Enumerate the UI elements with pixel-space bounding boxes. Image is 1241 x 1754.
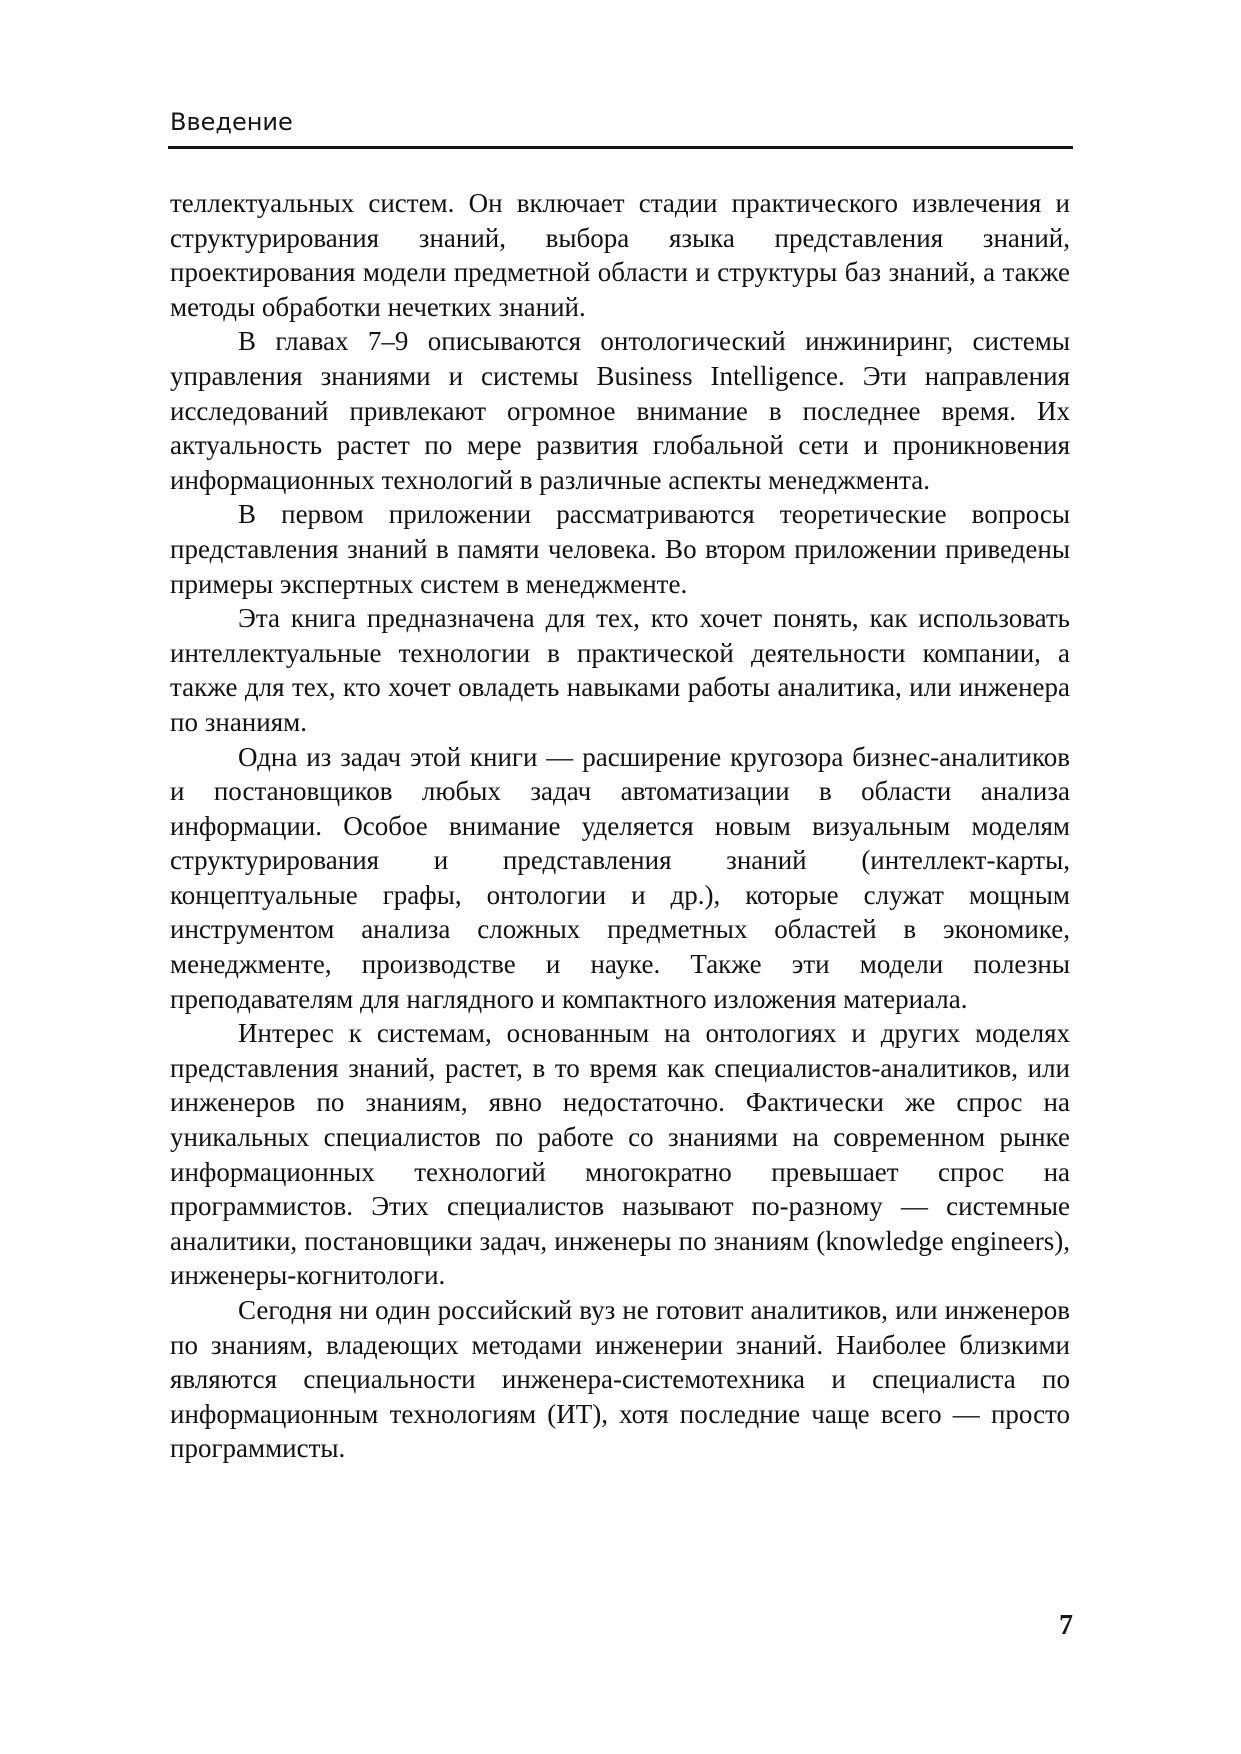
paragraph: Одна из задач этой книги — расширение кругозора бизнес-аналитиков и постановщиков любых задач автоматизации в области анализа информации. Особое внимание уделяется новым визуальным моделям структурирования и представления знаний (интеллект-карты, концептуальные графы, онтологии и др.), которые служат мощным инструментом анализа сложных предметных областей в экономике, менеджменте, производстве и науке. Также эти модели полезны преподавателям для наглядного и компактного изложения материала. [170,741,1070,1014]
running-head: Введение [170,108,293,136]
body-text [170,186,1070,1466]
paragraph: В первом приложении рассматриваются теоретические вопросы представления знаний в памяти человека. Во втором приложении приведены примеры экспертных систем в менеджменте. [170,499,1070,599]
page-number: 7 [1059,1610,1073,1641]
paragraph: теллектуальных систем. Он включает стадии практического извлечения и структурирования знаний, выбора языка представления знаний, проектирования модели предметной области и структуры баз знаний, а также методы обработки нечетких знаний. [170,188,1070,322]
paragraph: Интерес к системам, основанным на онтологиях и других моделях представления знаний, растет, в то время как специалистов-аналитиков, или инженеров по знаниям, явно недостаточно. Фактически же спрос на уникальных специалистов по работе со знаниями на современном рынке информационных технологий многократно превышает спрос на программистов. Этих специалистов называют по-разному — системные аналитики, постановщики задач, инженеры по знаниям (knowledge engineers), инженеры-когнитологи. [170,1018,1070,1291]
paragraph: Эта книга предназначена для тех, кто хочет понять, как использовать интеллектуальные технологии в практической деятельности компании, а также для тех, кто хочет овладеть навыками работы аналитика, или инженера по знаниям. [170,603,1070,737]
paragraph: В главах 7–9 описываются онтологический инжиниринг, системы управления знаниями и системы Business Intelligence. Эти направления исследований привлекают огромное внимание в последнее время. Их актуальность растет по мере развития глобальной сети и проникновения информационных технологий в различные аспекты менеджмента. [170,326,1070,495]
paragraph: Сегодня ни один российский вуз не готовит аналитиков, или инженеров по знаниям, владеющих методами инженерии знаний. Наиболее близкими являются специальности инженера-системотехника и специалиста по информационным технологиям (ИТ), хотя последние чаще всего — просто программисты. [170,1295,1070,1464]
header-divider [168,146,1073,149]
